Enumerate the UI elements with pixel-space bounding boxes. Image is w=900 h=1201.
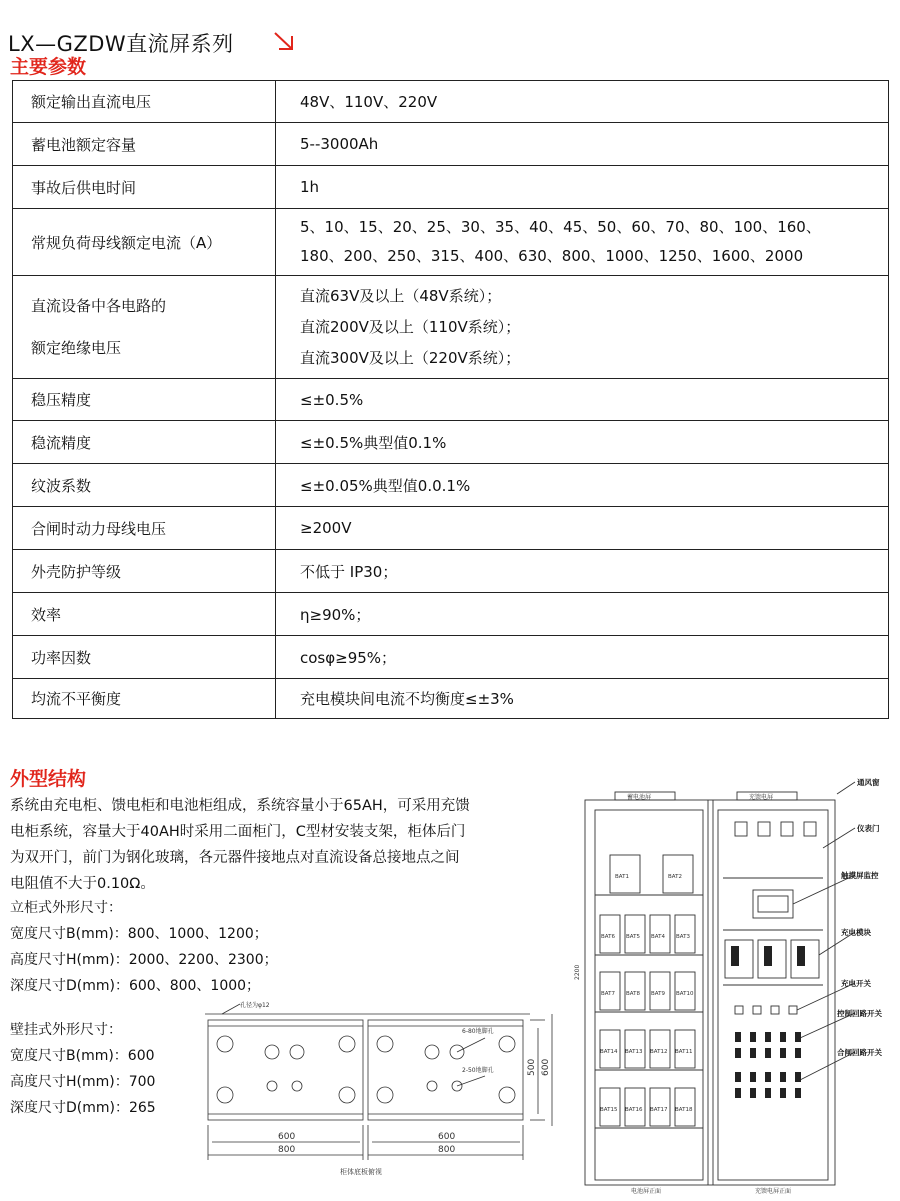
table-row xyxy=(13,166,889,209)
arrow-down-right-icon xyxy=(272,30,296,52)
param-value-line: 直流200V及以上（110V系统）； xyxy=(300,317,521,336)
standing-width: 宽度尺寸B(mm)：800、1000、1200； xyxy=(10,926,268,942)
dim-600-vertical: 600 xyxy=(541,1058,551,1076)
callout-meter-door: 仪表门 xyxy=(857,824,880,833)
table-row xyxy=(13,550,889,593)
battery-label: BAT2 xyxy=(668,874,682,880)
param-value-line: 直流63V及以上（48V系统）； xyxy=(300,286,502,305)
table-row xyxy=(13,679,889,719)
dim-800-left: 800 xyxy=(278,1145,296,1155)
battery-label: BAT3 xyxy=(676,934,690,940)
table-row xyxy=(13,593,889,636)
standing-depth: 深度尺寸D(mm)：600、800、1000； xyxy=(10,978,261,994)
battery-label: BAT7 xyxy=(601,991,615,997)
param-value: 48V、110V、220V xyxy=(276,81,889,123)
dim-600-right: 600 xyxy=(438,1132,456,1142)
battery-label: BAT4 xyxy=(651,934,665,940)
param-key: 外壳防护等级 xyxy=(13,550,276,593)
param-value: 不低于 IP30； xyxy=(276,550,889,593)
battery-label: BAT11 xyxy=(675,1049,693,1055)
structure-heading: 外型结构 xyxy=(10,768,87,790)
standing-title: 立柜式外形尺寸： xyxy=(10,900,122,916)
param-value: 5--3000Ah xyxy=(276,123,889,166)
foot-hole-50-label: 2-50地脚孔 xyxy=(462,1067,494,1074)
standing-dimensions xyxy=(10,895,278,999)
param-key-line: 直流设备中各电路的 xyxy=(31,297,167,315)
param-key: 事故后供电时间 xyxy=(13,166,276,209)
param-key: 效率 xyxy=(13,593,276,636)
param-key: 常规负荷母线额定电流（A） xyxy=(13,209,276,276)
battery-label: BAT12 xyxy=(650,1049,668,1055)
callout-closing-switch: 合闸回路开关 xyxy=(837,1048,882,1057)
standing-height: 高度尺寸H(mm)：2000、2200、2300； xyxy=(10,952,278,968)
dim-500: 500 xyxy=(527,1058,537,1076)
param-value: cosφ≥95%； xyxy=(276,636,889,679)
param-key: 均流不平衡度 xyxy=(13,679,276,719)
battery-label: BAT18 xyxy=(675,1107,693,1113)
param-value: 充电模块间电流不均衡度≤±3% xyxy=(276,679,889,719)
hole-label: 孔径为φ12 xyxy=(240,1002,270,1009)
battery-label: BAT17 xyxy=(650,1107,668,1113)
param-key: 纹波系数 xyxy=(13,464,276,507)
table-row xyxy=(13,507,889,550)
param-value: η≥90%； xyxy=(276,593,889,636)
param-value: ≤±0.05%典型值0.0.1% xyxy=(276,464,889,507)
table-row xyxy=(13,276,889,379)
base-plate-drawing xyxy=(200,1000,570,1180)
param-value-line: 直流300V及以上（220V系统）； xyxy=(300,348,521,367)
battery-label: BAT15 xyxy=(600,1107,618,1113)
left-panel-header: 蓄电池屏 xyxy=(627,794,652,801)
description-line: 电柜系统，容量大于40AH时采用二面柜门，C型材安装支架，柜体后门 xyxy=(10,824,466,840)
table-row xyxy=(13,379,889,421)
param-value: 1h xyxy=(276,166,889,209)
battery-label: BAT1 xyxy=(615,874,629,880)
description-line: 为双开门，前门为钢化玻璃，各元器件接地点对直流设备总接地点之间 xyxy=(10,850,460,866)
table-row xyxy=(13,123,889,166)
series-title: LX—GZDW直流屏系列 xyxy=(8,32,234,56)
param-key: 蓄电池额定容量 xyxy=(13,123,276,166)
battery-label: BAT5 xyxy=(626,934,640,940)
param-value: ≥200V xyxy=(276,507,889,550)
battery-label: BAT14 xyxy=(600,1049,618,1055)
base-caption: 柜体底板俯视 xyxy=(340,1168,382,1176)
wall-title: 壁挂式外形尺寸： xyxy=(10,1022,122,1038)
cabinet-drawing xyxy=(575,780,895,1195)
dim-600-left: 600 xyxy=(278,1132,296,1142)
battery-label: BAT6 xyxy=(601,934,615,940)
battery-label: BAT8 xyxy=(626,991,640,997)
table-row xyxy=(13,421,889,464)
battery-label: BAT16 xyxy=(625,1107,643,1113)
param-value: ≤±0.5% xyxy=(276,379,889,421)
callout-touchscreen: 触摸屏监控 xyxy=(841,871,879,880)
params-table xyxy=(12,80,889,719)
structure-description xyxy=(10,793,555,897)
param-value: ≤±0.5%典型值0.1% xyxy=(276,421,889,464)
wall-dimensions xyxy=(10,1017,156,1121)
right-panel-header: 充馈电屏 xyxy=(749,794,774,801)
callout-charge-module: 充电模块 xyxy=(841,928,871,937)
table-row xyxy=(13,464,889,507)
bottom-left-caption: 电池屏正面 xyxy=(631,1188,662,1195)
params-heading: 主要参数 xyxy=(10,56,87,78)
table-row xyxy=(13,209,889,276)
param-key-line: 额定绝缘电压 xyxy=(31,339,122,357)
param-value-line: 5、10、15、20、25、30、35、40、45、50、60、70、80、100、160、 xyxy=(300,218,821,236)
battery-label: BAT13 xyxy=(625,1049,643,1055)
table-row xyxy=(13,636,889,679)
wall-width: 宽度尺寸B(mm)：600 xyxy=(10,1048,155,1064)
param-key: 额定输出直流电压 xyxy=(13,81,276,123)
foot-hole-80-label: 6-80地脚孔 xyxy=(462,1028,494,1035)
wall-depth: 深度尺寸D(mm)：265 xyxy=(10,1100,156,1116)
param-value-line: 180、200、250、315、400、630、800、1000、1250、1600、2000 xyxy=(300,247,804,265)
param-key: 合闸时动力母线电压 xyxy=(13,507,276,550)
table-row xyxy=(13,81,889,123)
description-line: 系统由充电柜、馈电柜和电池柜组成，系统容量小于65AH，可采用充馈 xyxy=(10,798,470,814)
battery-label: BAT10 xyxy=(676,991,694,997)
param-key: 稳压精度 xyxy=(13,379,276,421)
callout-vent: 通风窗 xyxy=(857,778,880,787)
dim-800-right: 800 xyxy=(438,1145,456,1155)
battery-label: BAT9 xyxy=(651,991,665,997)
param-key: 稳流精度 xyxy=(13,421,276,464)
param-key: 功率因数 xyxy=(13,636,276,679)
bottom-right-caption: 充馈电屏正面 xyxy=(755,1188,792,1195)
wall-height: 高度尺寸H(mm)：700 xyxy=(10,1074,156,1090)
description-line: 电阻值不大于0.10Ω。 xyxy=(10,876,155,892)
side-dimension: 2200 xyxy=(574,964,581,980)
callout-charge-switch: 充电开关 xyxy=(841,979,871,988)
callout-control-switch: 控制回路开关 xyxy=(837,1009,882,1018)
